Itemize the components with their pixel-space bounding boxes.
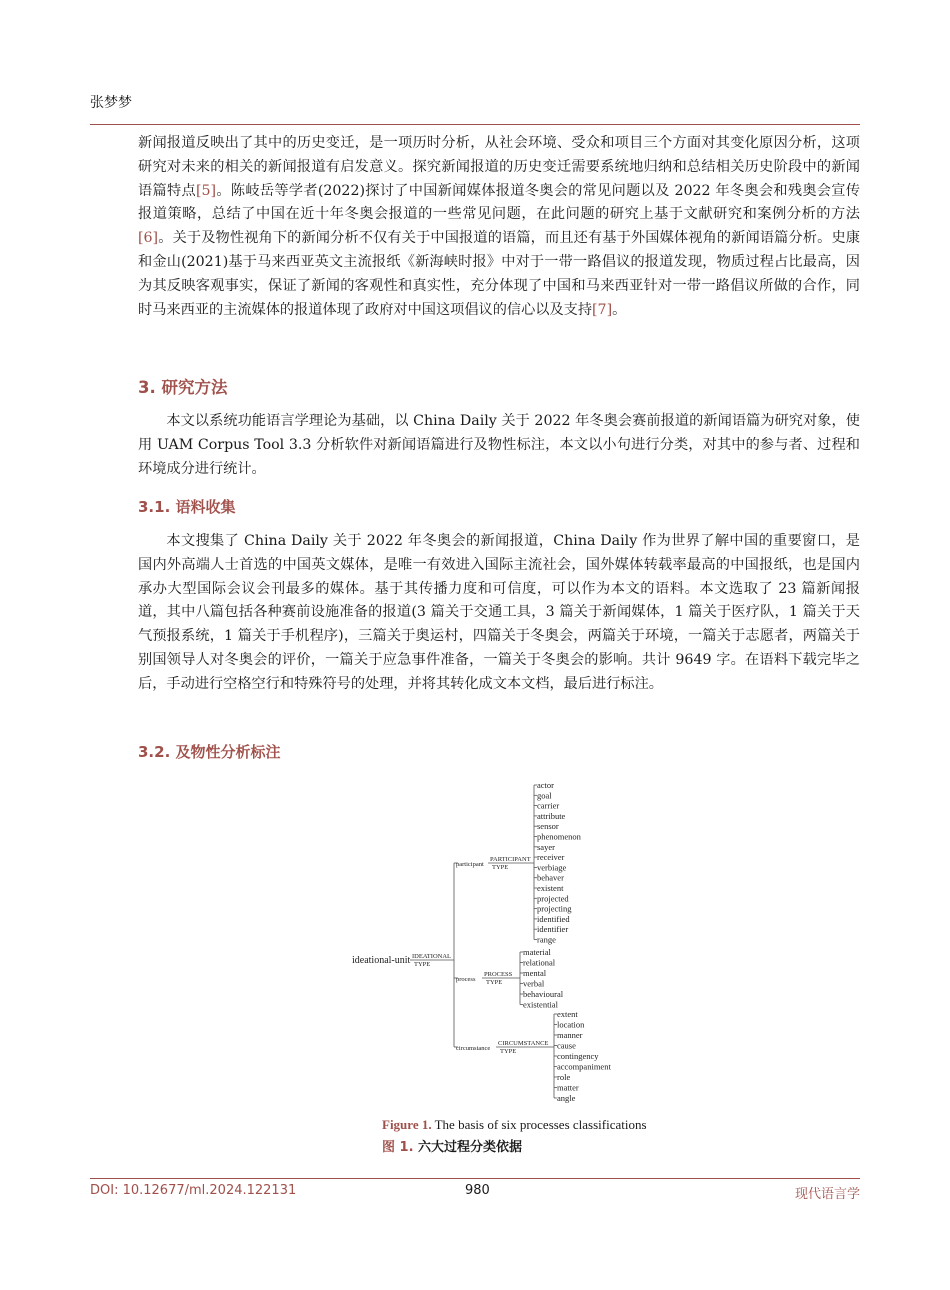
process-item-existential: existential: [523, 999, 558, 1010]
participant-item-phenomenon: phenomenon: [537, 831, 581, 842]
figure-caption-english: [382, 1117, 647, 1133]
figure-label: Figure 1.: [382, 1117, 432, 1132]
participant-item-range: range: [537, 934, 556, 945]
section-heading-corpus: 3.1. 语料收集: [138, 498, 236, 516]
circumstance-item-contingency: contingency: [557, 1051, 599, 1061]
process-item-mental: mental: [523, 968, 547, 978]
figure-caption-chinese: [382, 1136, 522, 1155]
figure-transitivity-system-network: [350, 780, 660, 1105]
participant-item-verbiage: verbiage: [537, 862, 567, 873]
participant-item-receiver: receiver: [537, 852, 565, 863]
participant-item-identifier: identifier: [537, 924, 569, 935]
circumstance-label: circumstance: [456, 1045, 491, 1052]
participant-item-identified: identified: [537, 913, 570, 924]
citation-5[interactable]: [5]: [195, 182, 217, 199]
participant-item-sayer: sayer: [537, 841, 555, 852]
process-item-behavioural: behavioural: [523, 989, 564, 999]
participant-item-carrier: carrier: [537, 800, 560, 811]
running-head-author: 张梦梦: [90, 95, 132, 111]
circumstance-item-manner: manner: [557, 1030, 583, 1040]
circumstance-system-type: TYPE: [500, 1048, 517, 1055]
circumstance-item-cause: cause: [557, 1040, 576, 1051]
circumstance-item-accompaniment: accompaniment: [557, 1061, 611, 1072]
footer-doi[interactable]: DOI: 10.12677/ml.2024.122131: [90, 1183, 297, 1198]
process-item-verbal: verbal: [523, 978, 545, 989]
process-system-type: TYPE: [486, 979, 503, 986]
paragraph-corpus: 本文搜集了 China Daily 关于 2022 年冬奥会的新闻报道，China Daily 作为世界了解中国的重要窗口，是国内外高端人士首选的中国英文媒体，是唯一有效进入国际主流社会，国外媒体转载率最高的中国报纸，也是国内承办大型国际会议会刊最多的媒体。基于其传播力度和可信度，可以作为本文的语料。本文选取了 23 篇新闻报道，其中八篇包括各种赛前设施准备的报道(3 篇关于交通工具，3 篇关于新闻媒体，1 篇关于医疗队，1 篇关于天气预报系统，1 篇关于手机程序)，三篇关于奥运村，四篇关于冬奥会，两篇关于环境，一篇关于志愿者，两篇关于别国领导人对冬奥会的评价，一篇关于应急事件准备，一篇关于冬奥会的影响。共计 9649 字。在语料下载完毕之后，手动进行空格空行和特殊符号的处理，并将其转化成文本文档，最后进行标注。: [138, 533, 860, 692]
section-heading-methods: 3. 研究方法: [138, 378, 228, 397]
figure-caption-text: The basis of six processes classifications: [431, 1117, 647, 1132]
participant-item-sensor: sensor: [537, 821, 559, 832]
process-system-name: PROCESS: [484, 971, 513, 978]
participant-item-projected: projected: [537, 893, 569, 904]
citation-6[interactable]: [6]: [138, 230, 159, 247]
para1-text-4: 。: [612, 301, 627, 318]
citation-7[interactable]: [7]: [592, 301, 613, 318]
process-label: process: [456, 976, 476, 983]
figure-label-zh: 图 1.: [382, 1140, 414, 1155]
participant-item-goal: goal: [537, 790, 552, 801]
paragraph-literature-review: [138, 132, 860, 322]
para1-text-1: 新闻报道反映出了其中的历史变迁，是一项历时分析，从社会环境、受众和项目三个方面对其变化原因分析，这项研究对未来的相关的新闻报道有启发意义。探究新闻报道的历史变迁需要系统地归纳和总结相关历史阶段中的新闻语篇特点: [138, 135, 860, 199]
system-network-diagram: [350, 780, 660, 1105]
process-item-relational: relational: [523, 957, 556, 968]
section-heading-annotation: 3.2. 及物性分析标注: [138, 743, 281, 761]
circumstance-item-matter: matter: [557, 1082, 579, 1093]
paragraph-methods: 本文以系统功能语言学理论为基础，以 China Daily 关于 2022 年冬奥会赛前报道的新闻语篇为研究对象，使用 UAM Corpus Tool 3.3 分析软件对新闻语篇进行及物性标注，本文以小句进行分类，对其中的参与者、过程和环境成分进行统计。: [138, 413, 860, 477]
footer-divider: [90, 1178, 860, 1179]
circumstance-item-role: role: [557, 1072, 571, 1082]
circumstance-system-name: CIRCUMSTANCE: [498, 1040, 549, 1047]
participant-item-attribute: attribute: [537, 810, 566, 821]
circumstance-item-extent: extent: [557, 1009, 578, 1019]
page-number: 980: [465, 1183, 490, 1198]
para1-text-3: 。关于及物性视角下的新闻分析不仅有关于中国报道的语篇，而且还有基于外国媒体视角的新闻语篇分析。史康和金山(2021)基于马来西亚英文主流报纸《新海峡时报》中对于一带一路倡议的报道发现，物质过程占比最高，因为其反映客观事实，保证了新闻的客观性和真实性，充分体现了中国和马来西亚针对一带一路倡议所做的合作，同时马来西亚的主流媒体的报道体现了政府对中国这项倡议的信心以及支持: [138, 230, 860, 318]
participant-item-projecting: projecting: [537, 903, 572, 914]
participant-item-behaver: behaver: [537, 872, 564, 883]
participant-system-type: TYPE: [492, 864, 509, 871]
network-system-name: IDEATIONAL: [412, 953, 451, 960]
participant-system-name: PARTICIPANT: [490, 856, 531, 863]
circumstance-item-location: location: [557, 1019, 585, 1030]
para1-text-2: 。陈岐岳等学者(2022)探讨了中国新闻媒体报道冬奥会的常见问题以及 2022 年冬奥会和残奥会宣传报道策略，总结了中国在近十年冬奥会报道的一些常见问题，在此问题的研究上基于文献研究和案例分析的方法: [138, 182, 860, 223]
network-system-type: TYPE: [414, 961, 431, 968]
figure-caption-text-zh: 六大过程分类依据: [413, 1140, 523, 1155]
process-item-material: material: [523, 947, 551, 957]
participant-label: participant: [456, 861, 484, 868]
circumstance-item-angle: angle: [557, 1093, 576, 1103]
journal-name: 现代语言学: [794, 1187, 860, 1202]
header-divider: [90, 124, 860, 125]
participant-item-existent: existent: [537, 883, 564, 893]
participant-item-actor: actor: [537, 780, 554, 790]
network-root-label: ideational-unit: [352, 955, 411, 966]
